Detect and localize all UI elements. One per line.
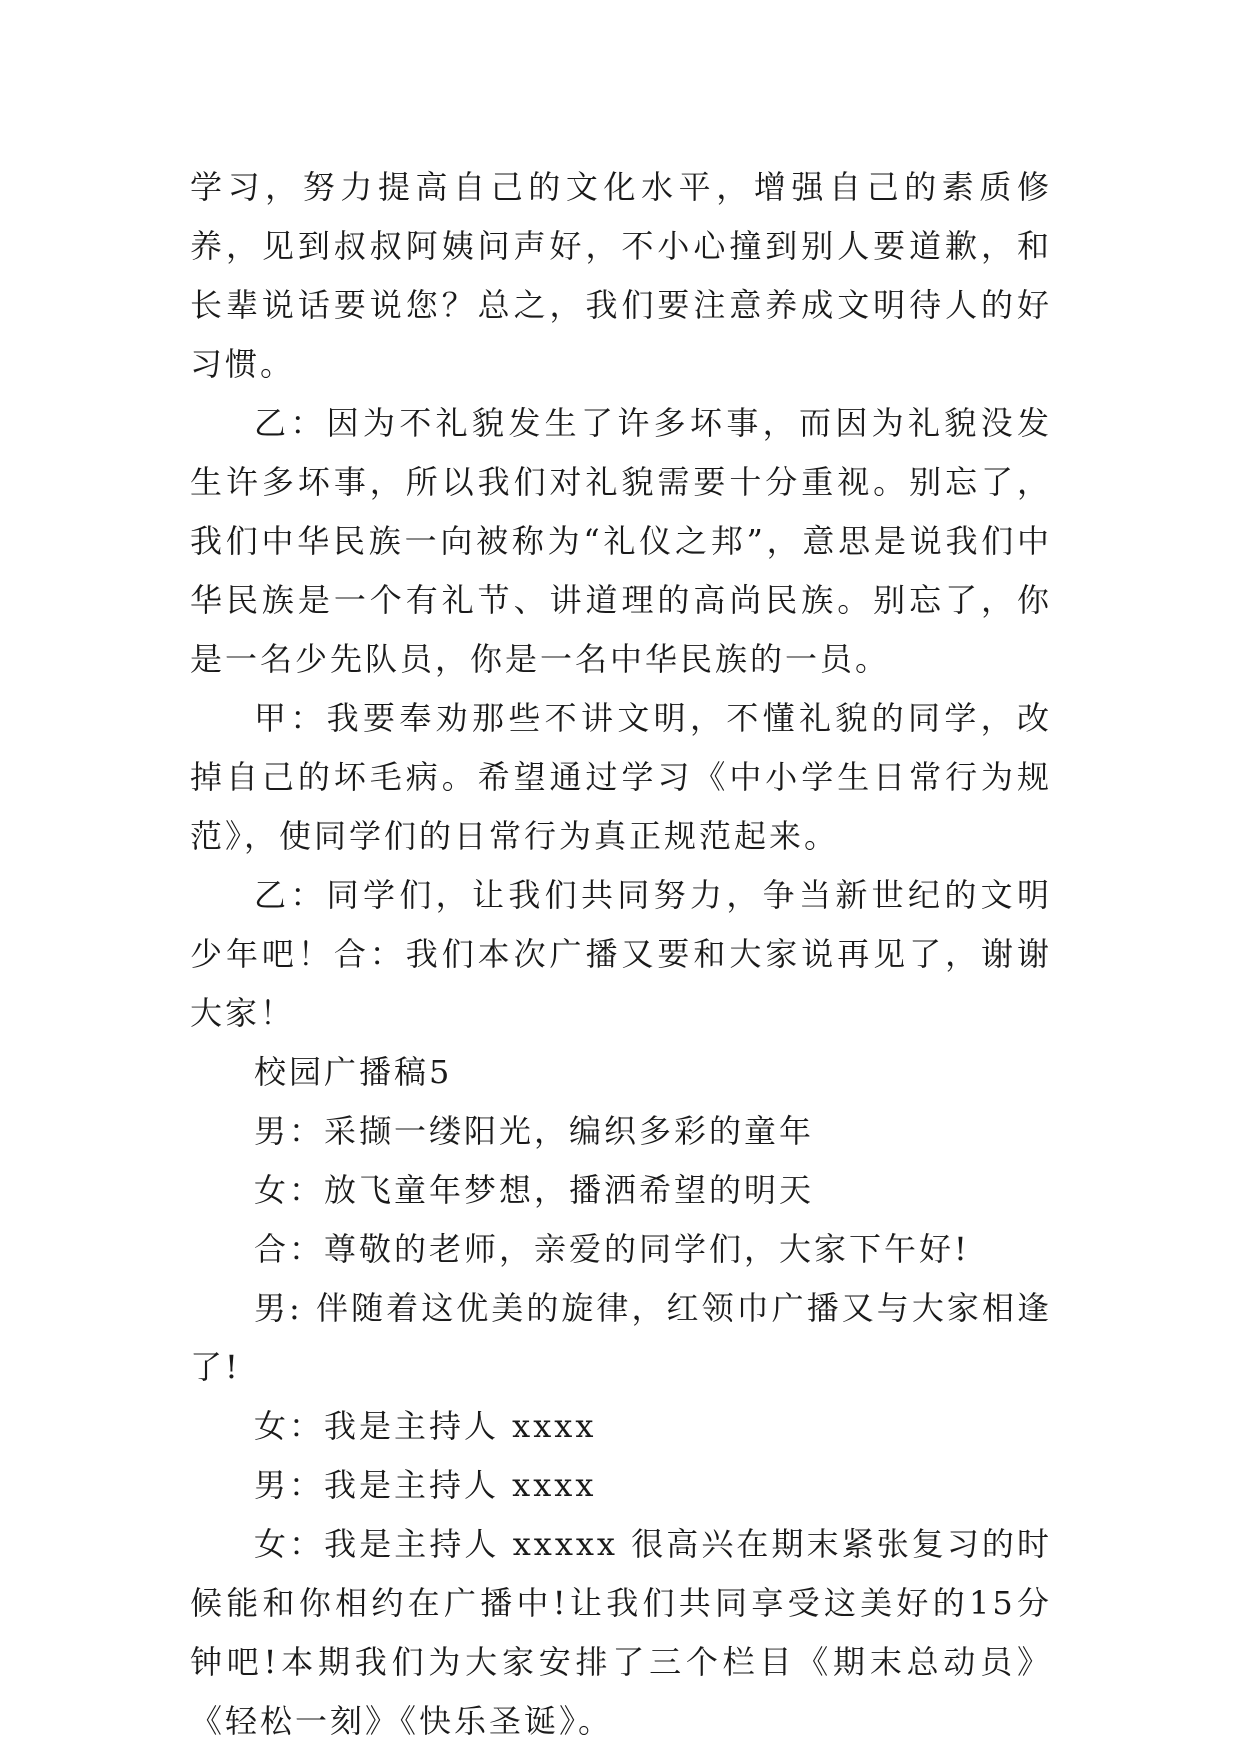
paragraph: 女：我是主持人 xxxx <box>254 1407 597 1445</box>
paragraph: 男：我是主持人 xxxx <box>254 1466 597 1504</box>
paragraph: 学习，努力提高自己的文化水平，增强自己的素质修养，见到叔叔阿姨问声好，不小心撞到别人要道歉，和长辈说话要说您？总之，我们要注意养成文明待人的好习惯。 <box>190 168 1052 383</box>
paragraph: 男：采撷一缕阳光，编织多彩的童年 <box>254 1112 815 1150</box>
paragraph: 女：放飞童年梦想，播洒希望的明天 <box>254 1171 815 1209</box>
document-body <box>190 158 1052 1751</box>
paragraph: 乙：因为不礼貌发生了许多坏事，而因为礼貌没发生许多坏事，所以我们对礼貌需要十分重视。别忘了，我们中华民族一向被称为“礼仪之邦”，意思是说我们中华民族是一个有礼节、讲道理的高尚民族。别忘了，你是一名少先队员，你是一名中华民族的一员。 <box>190 404 1052 678</box>
section-heading: 校园广播稿5 <box>254 1053 453 1091</box>
paragraph: 甲：我要奉劝那些不讲文明，不懂礼貌的同学，改掉自己的坏毛病。希望通过学习《中小学生日常行为规范》，使同学们的日常行为真正规范起来。 <box>190 699 1052 855</box>
paragraph: 合：尊敬的老师，亲爱的同学们，大家下午好! <box>254 1230 970 1268</box>
paragraph: 男: 伴随着这优美的旋律，红领巾广播又与大家相逢了! <box>190 1289 1052 1386</box>
paragraph: 女：我是主持人 xxxxx 很高兴在期末紧张复习的时候能和你相约在广播中!让我们共同享受这美好的15分钟吧!本期我们为大家安排了三个栏目《期末总动员》《轻松一刻》《快乐圣诞》。 <box>190 1525 1052 1740</box>
paragraph: 乙：同学们，让我们共同努力，争当新世纪的文明少年吧！合：我们本次广播又要和大家说再见了，谢谢大家！ <box>190 876 1052 1032</box>
